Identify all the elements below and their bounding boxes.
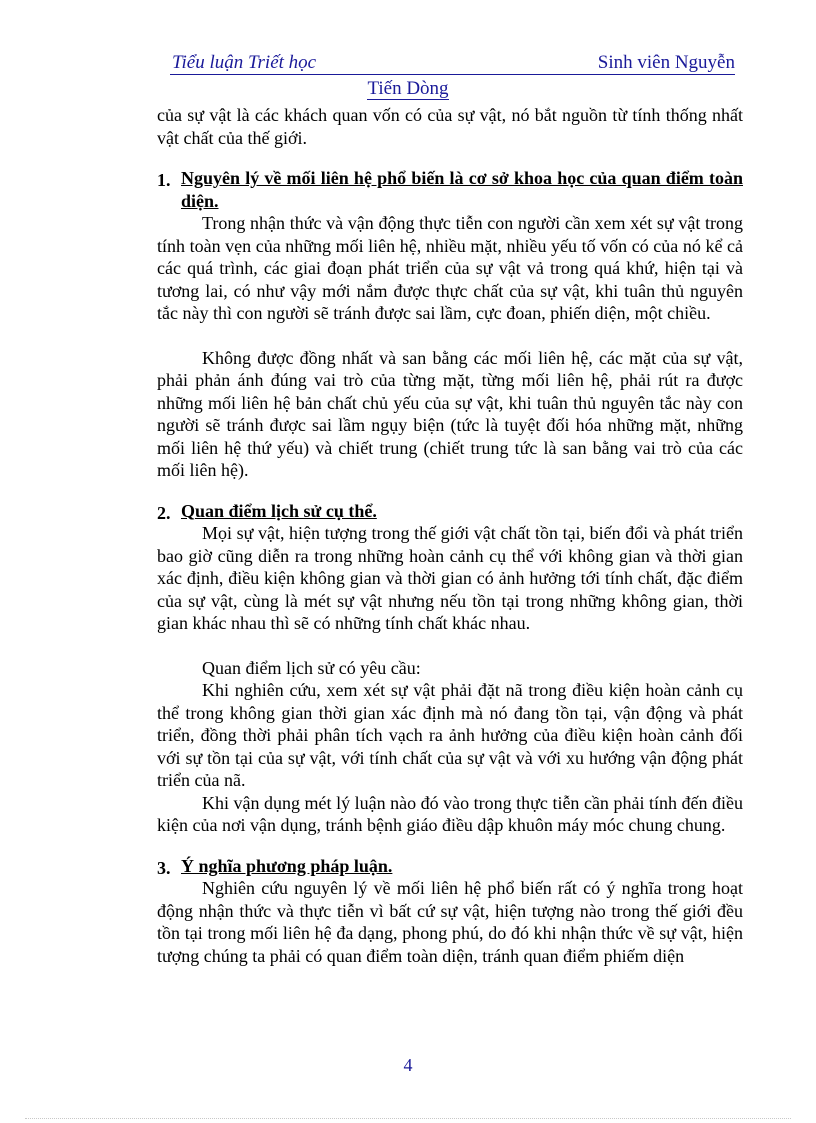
section-number: 1.	[157, 170, 171, 190]
page-bottom-divider	[25, 1118, 791, 1119]
paragraph: Quan điểm lịch sử có yêu cầu:	[202, 657, 421, 678]
section-title: Nguyên lý về mối liên hệ phổ biến là cơ sở khoa học của quan điểm toàn diện.	[181, 168, 743, 211]
section-3	[157, 855, 743, 878]
paragraph: Khi nghiên cứu, xem xét sự vật phải đặt nã trong điều kiện hoàn cảnh cụ thể trong không gian thời gian xác định mà nó đang tồn tại, vận động và phát triển, đồng thời phải phân tích vạch ra ảnh hưởng của điều kiện hoàn cảnh đối với sự tồn tại của sự vật, với tính chất của sự vật và với xu hướng vận động phát triển của nã.	[157, 680, 743, 790]
section-title: Ý nghĩa phương pháp luận.	[181, 855, 393, 876]
header-author: Sinh viên Nguyễn	[597, 52, 735, 73]
paragraph: Nghiên cứu nguyên lý về mối liên hệ phổ biến rất có ý nghĩa trong hoạt động nhận thức và thực tiễn vì bất cứ sự vật, hiện tượng nào trong thế giới đều tồn tại trong mối liên hệ đa dạng, phong phú, do đó khi nhận thức về sự vật, hiện tượng chúng ta phải có quan điểm toàn diện, tránh quan điểm phiếm diện	[157, 878, 743, 966]
paragraph: Khi vận dụng mét lý luận nào đó vào trong thực tiễn cần phải tính đến điều kiện của nơi vận dụng, tránh bệnh giáo điều dập khuôn máy móc chung chung.	[157, 792, 743, 835]
paragraph: Trong nhận thức và vận động thực tiễn con người cần xem xét sự vật trong tính toàn vẹn của những mối liên hệ, nhiều mặt, nhiều yếu tố vốn có của nó kể cả các quá trình, các giai đoạn phát triển của sự vật vả trong quá khứ, hiện tại và tương lai, có như vậy mới nắm được thực chất của sự vật, khi tuân thủ nguyên tắc này thì con người sẽ tránh được sai lầm, cực đoan, phiến diện, một chiều.	[157, 213, 743, 323]
header-title: Tiểu luận Triết học	[172, 52, 317, 73]
document-body	[157, 104, 743, 967]
section-number: 3.	[157, 857, 171, 878]
header-author-continued	[0, 78, 816, 100]
section-2	[157, 500, 743, 523]
header-author-name: Tiến Dòng	[367, 78, 449, 99]
page-number: 4	[403, 1055, 413, 1075]
section-number: 2.	[157, 502, 171, 523]
section-1	[157, 167, 743, 212]
intro-paragraph: của sự vật là các khách quan vốn có của sự vật, nó bắt nguồn từ tính thống nhất vật chất của thế giới.	[157, 105, 743, 148]
paragraph: Mọi sự vật, hiện tượng trong thế giới vật chất tồn tại, biến đổi và phát triển bao giờ cũng diễn ra trong những hoàn cảnh cụ thể với không gian và thời gian xác định, điều kiện không gian và thời gian có ảnh hưởng tới tính chất, đặc điểm của sự vật, cùng là mét sự vật nhưng nếu tồn tại trong những không gian, thời gian khác nhau thì sẽ có những tính chất khác nhau.	[157, 523, 743, 633]
page-header	[170, 52, 735, 75]
section-title: Quan điểm lịch sử cụ thể.	[181, 500, 377, 521]
paragraph: Không được đồng nhất và san bằng các mối liên hệ, các mặt của sự vật, phải phản ánh đúng vai trò của từng mặt, từng mối liên hệ, phải rút ra được những mối liên hệ bản chất chủ yếu của sự vật, khi tuân thủ nguyên tắc này con người sẽ tránh được sai lầm ngụy biện (tức là tuyệt đối hóa những mặt, những mối liên hệ thứ yếu) và chiết trung (chiết trung tức là san bằng vai trò của các mối liên hệ).	[157, 347, 743, 480]
